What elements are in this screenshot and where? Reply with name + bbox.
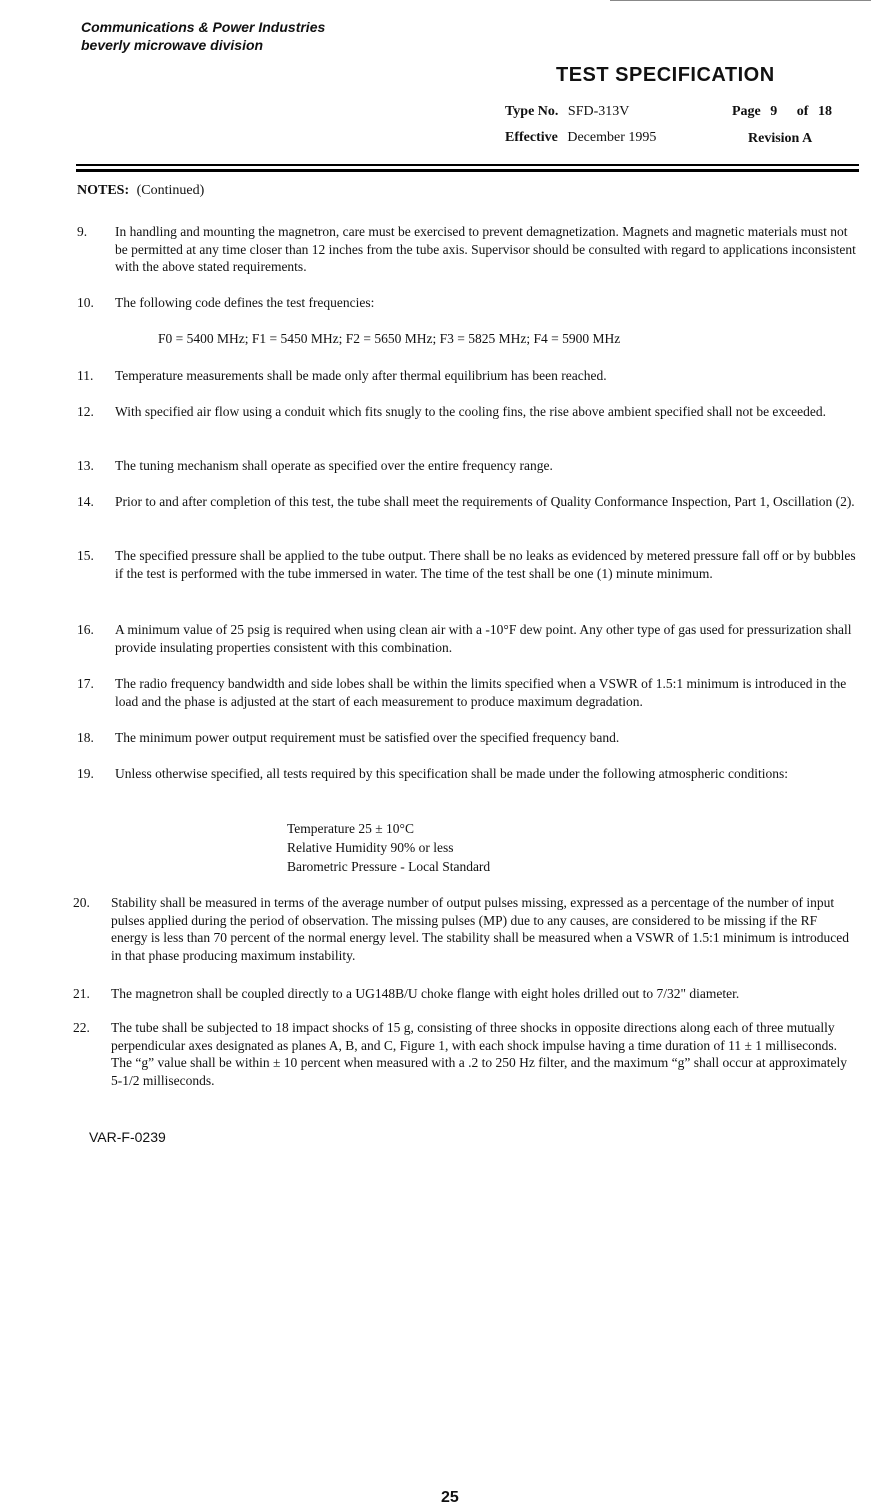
notes-heading [77,183,204,199]
note-number: 19. [77,766,94,781]
company-line-1: Communications & Power Industries [81,19,326,35]
note-number: 20. [73,895,90,910]
test-frequencies: F0 = 5400 MHz; F1 = 5450 MHz; F2 = 5650 MHz; F3 = 5825 MHz; F4 = 5900 MHz [158,331,621,346]
effective-date [505,130,656,146]
note-number: 17. [77,676,94,691]
note-number: 15. [77,548,94,563]
note-text: Temperature measurements shall be made only after thermal equilibrium has been reached. [115,368,607,383]
condition-humidity: Relative Humidity 90% or less [287,840,454,855]
form-number: VAR-F-0239 [89,1129,166,1145]
note-17 [77,675,859,710]
note-text: The radio frequency bandwidth and side lobes shall be within the limits specified when a VSWR of 1.5:1 minimum is introduced in the load and the phase is adjusted at the start of each measurement to produce maximum degradation. [115,676,847,709]
note-22 [73,1019,855,1089]
note-number: 11. [77,368,94,383]
note-text: The specified pressure shall be applied to the tube output. There shall be no leaks as evidenced by metered pressure fall off or by bubbles if the test is performed with the tube immersed in water. The time of the test shall be one (1) minute minimum. [115,548,856,581]
note-number: 9. [77,224,88,239]
note-number: 12. [77,404,94,419]
page-value: 9 [770,104,778,119]
revision [748,131,812,147]
effective-value: December 1995 [567,130,657,145]
condition-temperature: Temperature 25 ± 10°C [287,821,414,836]
note-21 [73,985,855,1003]
type-value: SFD-313V [567,104,630,119]
note-text: Prior to and after completion of this test, the tube shall meet the requirements of Quality Conformance Inspection, Part 1, Oscillation (2). [115,494,855,509]
of-label: of [796,104,809,119]
note-text: In handling and mounting the magnetron, care must be exercised to prevent demagnetization. Magnets and magnetic materials must not be permitted at any time closer than 12 inches from the tube axis. Supervisor should be consulted with regard to applications inconsistent with the above stated requirements. [115,224,856,274]
scan-top-line [610,0,871,1]
note-14 [77,493,859,511]
effective-label: Effective [505,130,558,145]
company-line-2: beverly microwave division [81,37,264,53]
note-text: With specified air flow using a conduit which fits snugly to the cooling fins, the rise above ambient specified shall not be exceeded. [115,404,827,419]
condition-pressure: Barometric Pressure - Local Standard [287,859,491,874]
note-16 [77,621,859,656]
header-divider-bottom [76,169,859,172]
note-10 [77,294,859,312]
note-11 [77,367,859,385]
note-number: 10. [77,295,94,310]
atmospheric-conditions [287,819,490,876]
note-number: 13. [77,458,94,473]
note-number: 18. [77,730,94,745]
page-of [732,104,832,120]
notes-continued: (Continued) [136,183,205,198]
type-label: Type No. [505,104,559,119]
company-name [81,18,325,54]
note-text: Unless otherwise specified, all tests required by this specification shall be made under the following atmospheric conditions: [115,766,788,781]
note-number: 22. [73,1020,90,1035]
note-13 [77,457,859,475]
note-20 [73,894,855,964]
note-15 [77,547,859,582]
type-number [505,104,629,120]
note-12 [77,403,859,421]
note-9 [77,223,859,276]
note-number: 16. [77,622,94,637]
note-text: The magnetron shall be coupled directly to a UG148B/U choke flange with eight holes drilled out to 7/32" diameter. [111,986,740,1001]
note-text: The tuning mechanism shall operate as specified over the entire frequency range. [115,458,553,473]
document-title: TEST SPECIFICATION [556,64,775,86]
page-label: Page [732,104,761,119]
note-text: A minimum value of 25 psig is required when using clean air with a -10°F dew point. Any other type of gas used for pressurization shall provide insulating properties consistent with this combination. [115,622,852,655]
note-number: 14. [77,494,94,509]
note-text: The tube shall be subjected to 18 impact shocks of 15 g, consisting of three shocks in opposite directions along each of three mutually perpendicular axes designated as planes A, B, and C, Figure 1, with each shock impulse having a time duration of 11 ± 1 milliseconds. The “g” value shall be within ± 10 percent when measured with a .2 to 250 Hz filter, and the maximum “g” shall occur at approximately 5-1/2 milliseconds. [111,1020,848,1088]
notes-title: NOTES: [77,183,130,198]
note-text: The minimum power output requirement must be satisfied over the specified frequency band. [115,730,620,745]
of-value: 18 [817,104,832,119]
revision-text: Revision A [748,131,813,146]
note-19 [77,765,859,783]
note-text: Stability shall be measured in terms of the average number of output pulses missing, expressed as a percentage of the number of input pulses applied during the period of observation. The missing pulses (MP) due to any causes, are considered to be missing if the RF energy is less than 70 percent of the normal energy level. The stability shall be measured when a VSWR of 1.5:1 minimum is introduced in that phase producing maximum instability. [111,895,849,963]
note-text: The following code defines the test frequencies: [115,295,375,310]
header-divider-top [76,164,859,166]
note-18 [77,729,859,747]
page-number: 25 [441,1489,459,1506]
note-number: 21. [73,986,90,1001]
